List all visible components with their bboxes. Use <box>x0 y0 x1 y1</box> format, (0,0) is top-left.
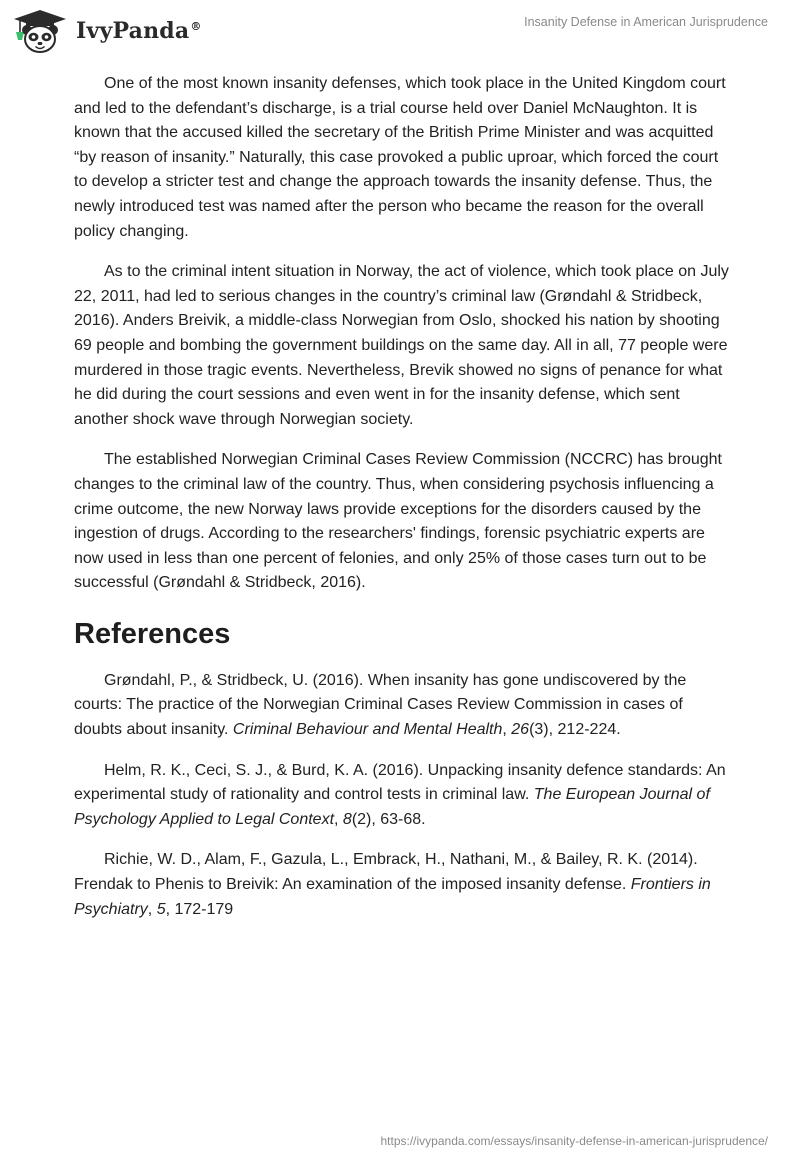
page-header <box>0 0 800 64</box>
reference-entry: Helm, R. K., Ceci, S. J., & Burd, K. A. (2016). Unpacking insanity defence standards: An experimental study of rationality and control tests in criminal law. The European Journal of Psychology Applied to Legal Context, 8(2), 63-68. <box>74 761 726 828</box>
body-paragraph: As to the criminal intent situation in Norway, the act of violence, which took place on July 22, 2011, had led to serious changes in the country’s criminal law (Grøndahl & Stridbeck, 2016). Anders Breivik, a middle-class Norwegian from Oslo, shocked his nation by shooting 69 people and bombing the government buildings on the same day. All in all, 77 people were murdered in those tragic events. Nevertheless, Brevik showed no signs of penance for what he did during the court sessions and even went in for the insanity defense, which sent another shock wave through Norwegian society. <box>74 263 729 428</box>
document-title: Insanity Defense in American Jurisprudence <box>524 15 768 29</box>
article-body <box>74 72 734 938</box>
panda-graduate-icon <box>12 8 68 54</box>
body-paragraph: One of the most known insanity defenses, which took place in the United Kingdom court and led to the defendant’s discharge, is a trial course held over Daniel McNaughton. It is known that the accused killed the secretary of the British Prime Minister and was acquitted “by reason of insanity.” Naturally, this case provoked a public uproar, which forced the court to develop a stricter test and change the approach towards the insanity defense. Thus, the newly introduced test was named after the person who became the reason for the overall policy changing. <box>74 75 726 240</box>
ivypanda-logo[interactable] <box>12 8 202 54</box>
brand-name: IvyPanda® <box>76 18 202 44</box>
body-paragraph: The established Norwegian Criminal Cases Review Commission (NCCRC) has brought changes to the criminal law of the country. Thus, when considering psychosis influencing a crime outcome, the new Norway laws provide exceptions for the disorders caused by the ingestion of drugs. According to the researchers' findings, forensic psychiatric experts are now used in less than one percent of felonies, and only 25% of those cases turn out to be successful (Grøndahl & Stridbeck, 2016). <box>74 451 722 592</box>
reference-entry: Grøndahl, P., & Stridbeck, U. (2016). When insanity has gone undiscovered by the courts: The practice of the Norwegian Criminal Cases Review Commission in cases of doubts about insanity. Criminal Behaviour and Mental Health, 26(3), 212-224. <box>74 671 687 739</box>
source-url-link[interactable]: https://ivypanda.com/essays/insanity-defense-in-american-jurisprudence/ <box>380 1134 768 1148</box>
references-heading: References <box>74 617 231 650</box>
reference-entry: Richie, W. D., Alam, F., Gazula, L., Embrack, H., Nathani, M., & Bailey, R. K. (2014). Frendak to Phenis to Breivik: An examination of the imposed insanity defense. Frontiers in Psychiatry, 5, 172-179 <box>74 851 711 918</box>
